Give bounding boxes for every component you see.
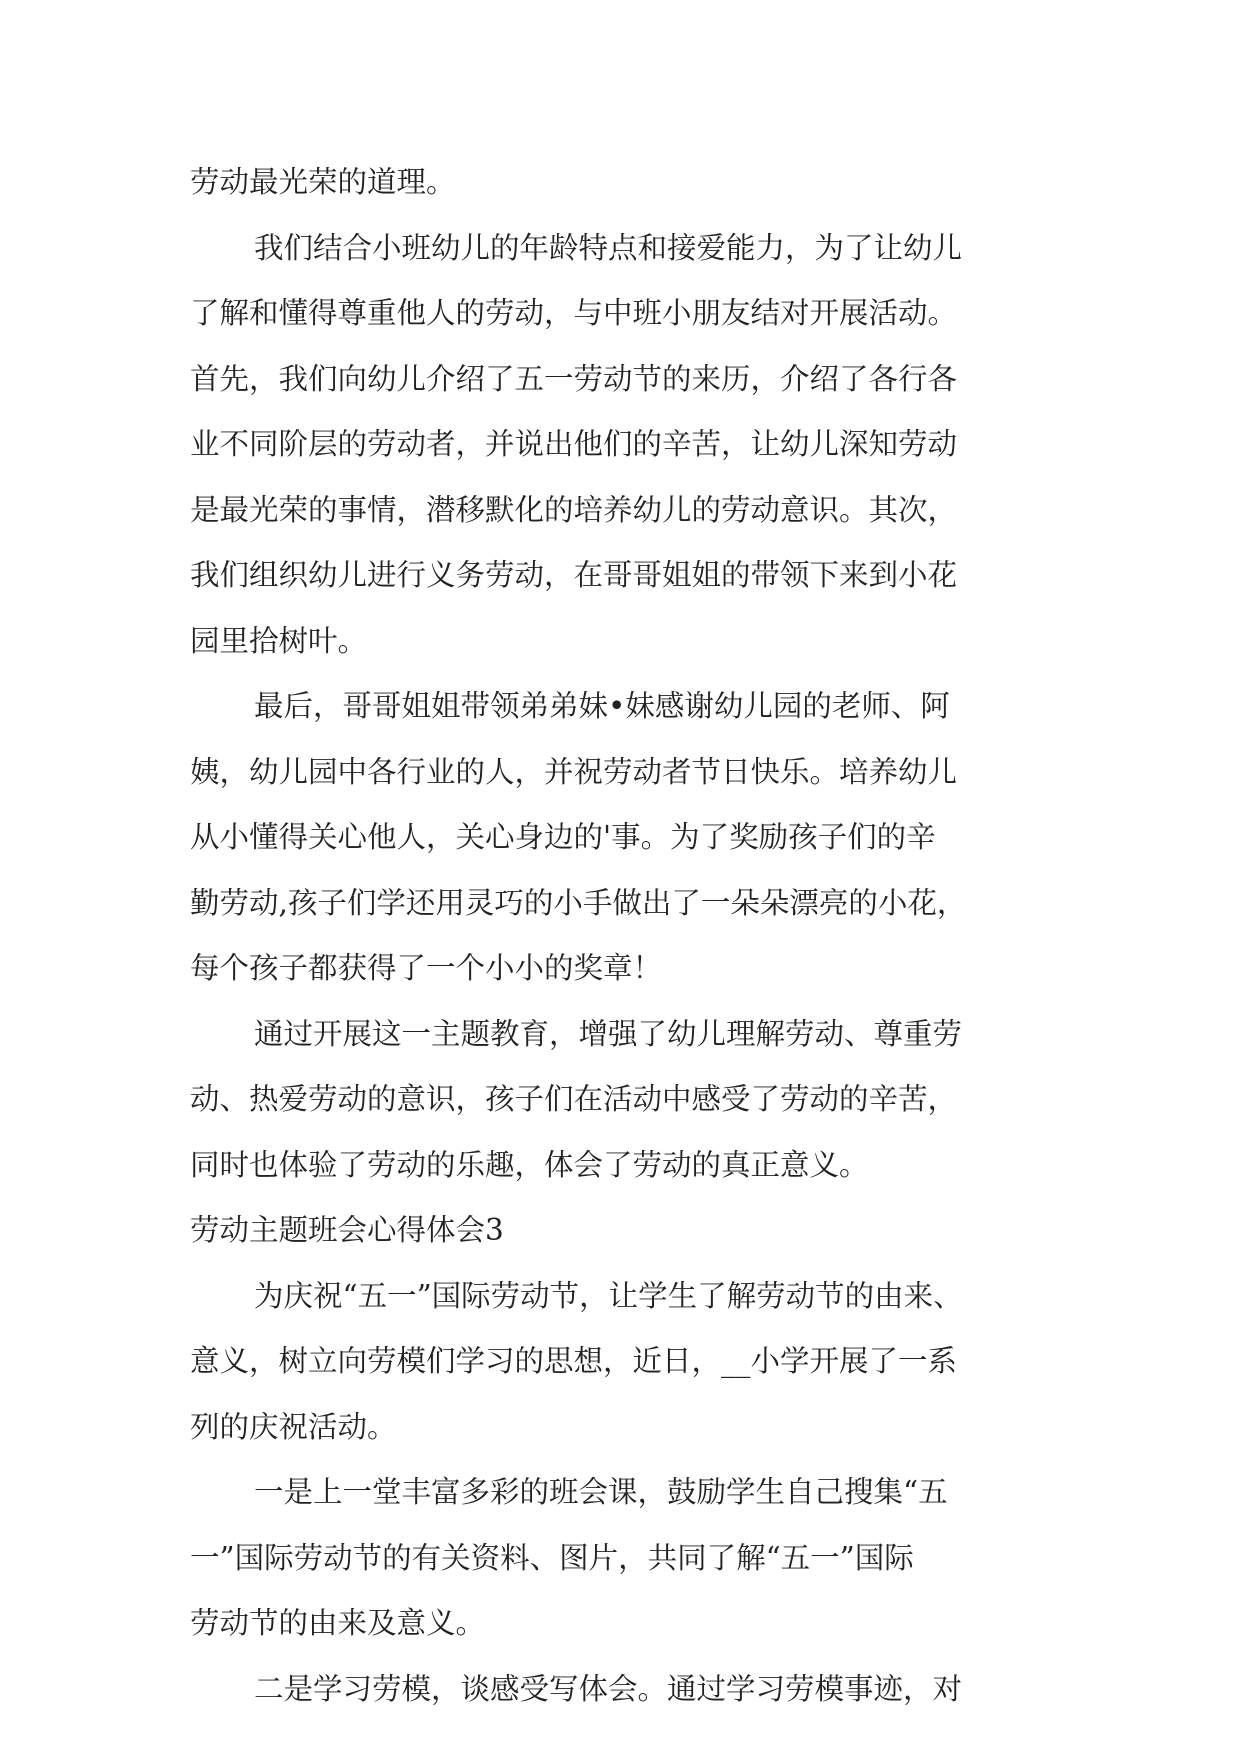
text-line: 从小懂得关心他人，关心身边的'事。为了奖励孩子们的辛 [190,820,936,854]
text-line: 每个孩子都获得了一个小小的奖章！ [190,951,663,985]
text-line: 业不同阶层的劳动者，并说出他们的辛苦，让幼儿深知劳动 [190,427,958,461]
text-line: 劳动最光荣的道理。 [190,165,456,199]
text-line: 一”国际劳动节的有关资料、图片，共同了解“五一”国际 [190,1540,914,1575]
text-line: 首先，我们向幼儿介绍了五一劳动节的来历，介绍了各行各 [190,361,958,396]
text-line: 了解和懂得尊重他人的劳动，与中班小朋友结对开展活动。 [190,296,958,330]
text-line: 勤劳动,孩子们学还用灵巧的小手做出了一朵朵漂亮的小花， [190,885,967,920]
text-line: 同时也体验了劳动的乐趣，体会了劳动的真正意义。 [190,1147,869,1182]
document-body [190,150,1050,1722]
text-line: 意义，树立向劳模们学习的思想，近日，__小学开展了一系 [190,1344,958,1378]
paragraph-first-line: 通过开展这一主题教育，增强了幼儿理解劳动、尊重劳 [254,1016,963,1051]
paragraph-first-line: 为庆祝“五一”国际劳动节，让学生了解劳动节的由来、 [254,1278,963,1313]
paragraph-first-line: 一是上一堂丰富多彩的班会课，鼓励学生自己搜集“五 [254,1475,948,1509]
section-heading: 劳动主题班会心得体会3 [190,1213,504,1247]
text-line: 姨，幼儿园中各行业的人，并祝劳动者节日快乐。培养幼儿 [190,754,958,789]
text-line: 动、热爱劳动的意识，孩子们在活动中感受了劳动的辛苦， [190,1082,958,1116]
paragraph-first-line: 二是学习劳模，谈感受写体会。通过学习劳模事迹，对 [254,1671,963,1706]
paragraph-first-line: 我们结合小班幼儿的年龄特点和接爱能力，为了让幼儿 [254,230,963,265]
text-line: 我们组织幼儿进行义务劳动，在哥哥姐姐的带领下来到小花 [190,558,958,592]
text-line: 列的庆祝活动。 [190,1409,397,1444]
text-line: 劳动节的由来及意义。 [190,1606,486,1640]
text-line: 是最光荣的事情，潜移默化的培养幼儿的劳动意识。其次， [190,492,958,527]
paragraph-first-line: 最后，哥哥姐姐带领弟弟妹•妹感谢幼儿园的老师、阿 [254,689,950,723]
text-line: 园里拾树叶。 [190,623,368,658]
